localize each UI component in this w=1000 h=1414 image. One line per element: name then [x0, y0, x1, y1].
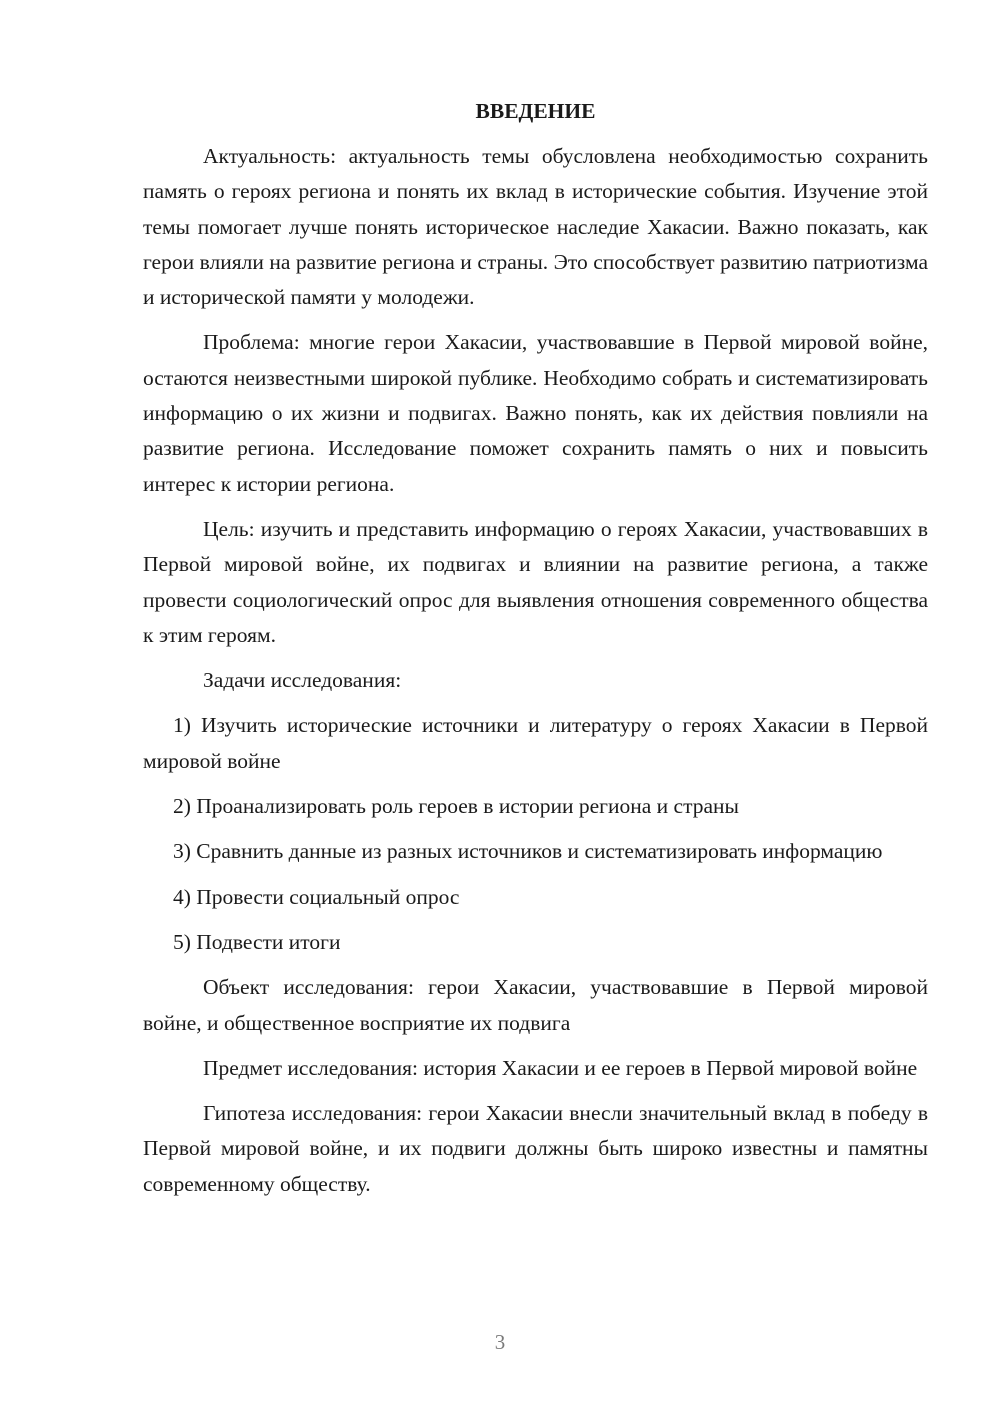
- paragraph-hypothesis: Гипотеза исследования: герои Хакасии внесли значительный вклад в победу в Первой мировой войне, и их подвиги должны быть широко известны и памятны современному обществу.: [143, 1101, 928, 1196]
- paragraph-problem: Проблема: многие герои Хакасии, участвовавшие в Первой мировой войне, остаются неизвестными широкой публике. Необходимо собрать и систематизировать информацию о их жизни и подвигах. Важно понять, как их действия повлияли на развитие региона. Исследование поможет сохранить память о них и повысить интерес к истории региона.: [143, 330, 928, 496]
- paragraph-subject: Предмет исследования: история Хакасии и ее героев в Первой мировой войне: [203, 1055, 918, 1080]
- page-number: 3: [494, 1330, 506, 1354]
- paragraph-goal: Цель: изучить и представить информацию о героях Хакасии, участвовавших в Первой мировой войне, их подвигах и влиянии на развитие региона, а также провести социологический опрос для выявления отношения современного общества к этим героям.: [143, 516, 928, 647]
- tasks-heading: Задачи исследования:: [203, 668, 402, 693]
- paragraph-relevance: Актуальность: актуальность темы обусловлена необходимостью сохранить память о героях региона и понять их вклад в исторические события. Изучение этой темы помогает лучше понять историческое наследие Хакасии. Важно показать, как герои влияли на развитие региона и страны. Это способствует развитию патриотизма и исторической памяти у молодежи.: [143, 144, 928, 310]
- page-title: ВВЕДЕНИЕ: [475, 99, 596, 123]
- task-item-5: 5) Подвести итоги: [173, 929, 341, 954]
- task-item-3: 3) Сравнить данные из разных источников и систематизировать информацию: [173, 839, 883, 864]
- task-item-4: 4) Провести социальный опрос: [173, 884, 460, 909]
- task-item-1: 1) Изучить исторические источники и литературу о героях Хакасии в Первой мировой войне: [143, 713, 928, 773]
- task-item-2: 2) Проанализировать роль героев в истории региона и страны: [173, 794, 739, 819]
- paragraph-object: Объект исследования: герои Хакасии, участвовавшие в Первой мировой войне, и общественное восприятие их подвига: [143, 975, 928, 1035]
- document-page: [143, 94, 928, 1212]
